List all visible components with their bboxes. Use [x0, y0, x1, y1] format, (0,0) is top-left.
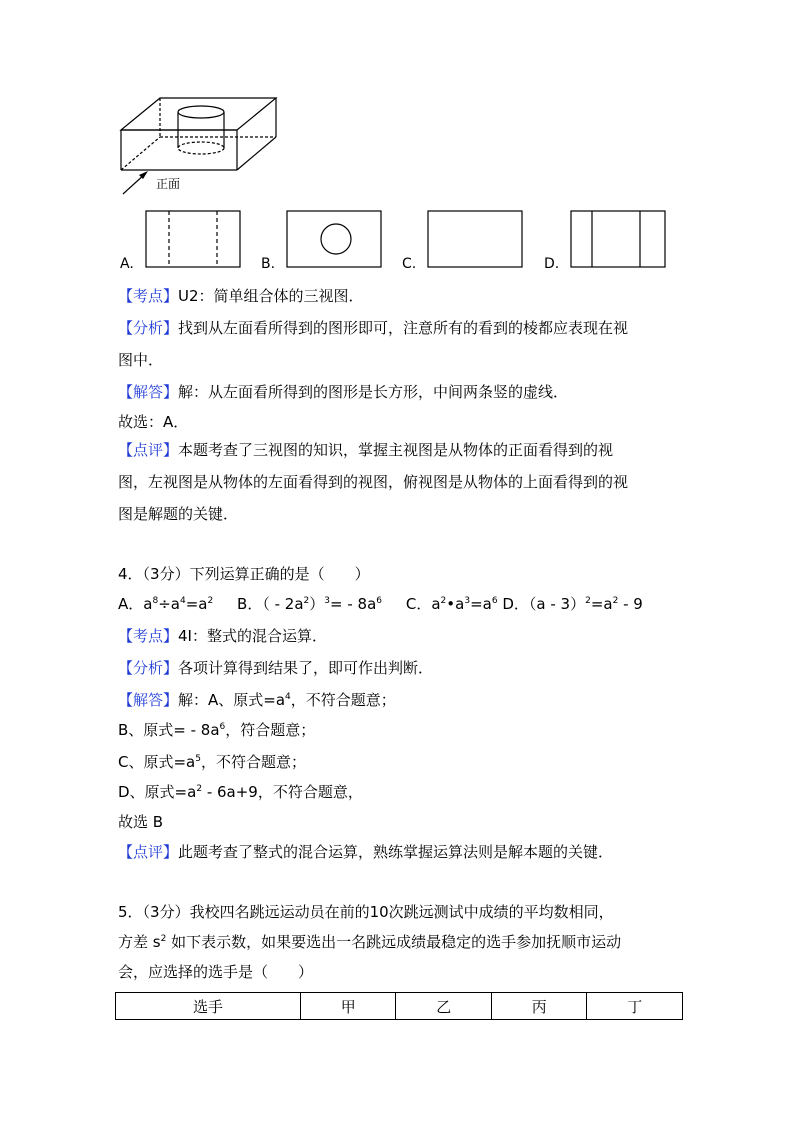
q5-stem-line2: 方差 $s^2$ 如下表示数，如果要选出一名跳远成绩最稳定的选手参加抚顺市运动 — [118, 933, 622, 951]
option-b-label: B. — [261, 256, 276, 272]
q5-variance-table — [115, 992, 683, 1020]
option-d-label: D. — [544, 256, 560, 272]
table-header-cell: 丁 — [587, 993, 683, 1020]
q4-stem: 4．（3分）下列运算正确的是（ ） — [118, 565, 370, 583]
q4-fenxi: 【分析】各项计算得到结果了，即可作出判断． — [118, 659, 434, 677]
q4-jieda-d: D、原式$=a^2 - 6a+9$，不符合题意， — [118, 783, 363, 801]
q4-kaodian: 【考点】4I：整式的混合运算． — [118, 627, 327, 645]
q3-fenxi-cont: 图中． — [118, 351, 164, 369]
fenxi-tag: 【分析】 — [118, 319, 179, 337]
front-direction-label: 正面 — [156, 177, 181, 191]
table-header-cell: 甲 — [300, 993, 396, 1020]
table-header-cell: 乙 — [396, 993, 492, 1020]
q5-stem-line1: 5．（3分）我校四名跳远运动员在前的10次跳远测试中成绩的平均数相同， — [118, 903, 614, 921]
dianping-tag: 【点评】 — [118, 843, 179, 861]
cuboid-with-cylinder-figure — [115, 92, 285, 197]
q4-answer: 故选 B — [118, 813, 164, 831]
q4-jieda-c: C、原式$=a^5$，不符合题意； — [118, 753, 306, 771]
q3-kaodian: 【考点】U2：简单组合体的三视图． — [118, 287, 364, 305]
q5-stem-line3: 会，应选择的选手是（ ） — [118, 963, 314, 981]
q3-jieda: 【解答】解：从左面看所得到的图形是长方形，中间两条竖的虚线． — [118, 383, 569, 401]
table-header-cell: 丙 — [491, 993, 587, 1020]
q3-answer: 故选：A． — [118, 413, 189, 431]
kaodian-tag: 【考点】 — [118, 287, 179, 305]
table-row — [116, 993, 683, 1020]
q4-jieda-a: 【解答】解：A、原式$=a^4$，不符合题意； — [118, 691, 396, 709]
q4-options: A．$a^8\div a^4=a^2$ B．（ - $2a^2)^3= - 8a^6$ C．$a^2•a^3=a^6$ D．$(a - 3)^2=a^2 - 9$ — [118, 595, 643, 613]
jieda-tag: 【解答】 — [118, 691, 179, 709]
dianping-tag: 【点评】 — [118, 441, 179, 459]
kaodian-tag: 【考点】 — [118, 627, 179, 645]
option-c-label: C. — [402, 256, 417, 272]
q3-dianping: 【点评】本题考查了三视图的知识，掌握主视图是从物体的正面看得到的视 — [118, 441, 614, 459]
q3-dianping-cont2: 图是解题的关键． — [118, 505, 239, 523]
option-d-figure — [570, 210, 666, 268]
q3-dianping-cont1: 图，左视图是从物体的左面看得到的视图，俯视图是从物体的上面看得到的视 — [118, 473, 629, 491]
option-c-figure — [427, 210, 523, 268]
q3-fenxi: 【分析】找到从左面看所得到的图形即可，注意所有的看到的棱都应表现在视 — [118, 319, 629, 337]
jieda-tag: 【解答】 — [118, 383, 179, 401]
option-b-figure — [286, 210, 382, 268]
table-header-cell: 选手 — [116, 993, 301, 1020]
option-a-label: A. — [120, 256, 134, 272]
option-a-figure — [145, 210, 241, 268]
q4-jieda-b: B、原式= - $8a^6$，符合题意； — [118, 721, 316, 739]
q4-dianping: 【点评】此题考查了整式的混合运算，熟练掌握运算法则是解本题的关键． — [118, 843, 614, 861]
fenxi-tag: 【分析】 — [118, 659, 179, 677]
